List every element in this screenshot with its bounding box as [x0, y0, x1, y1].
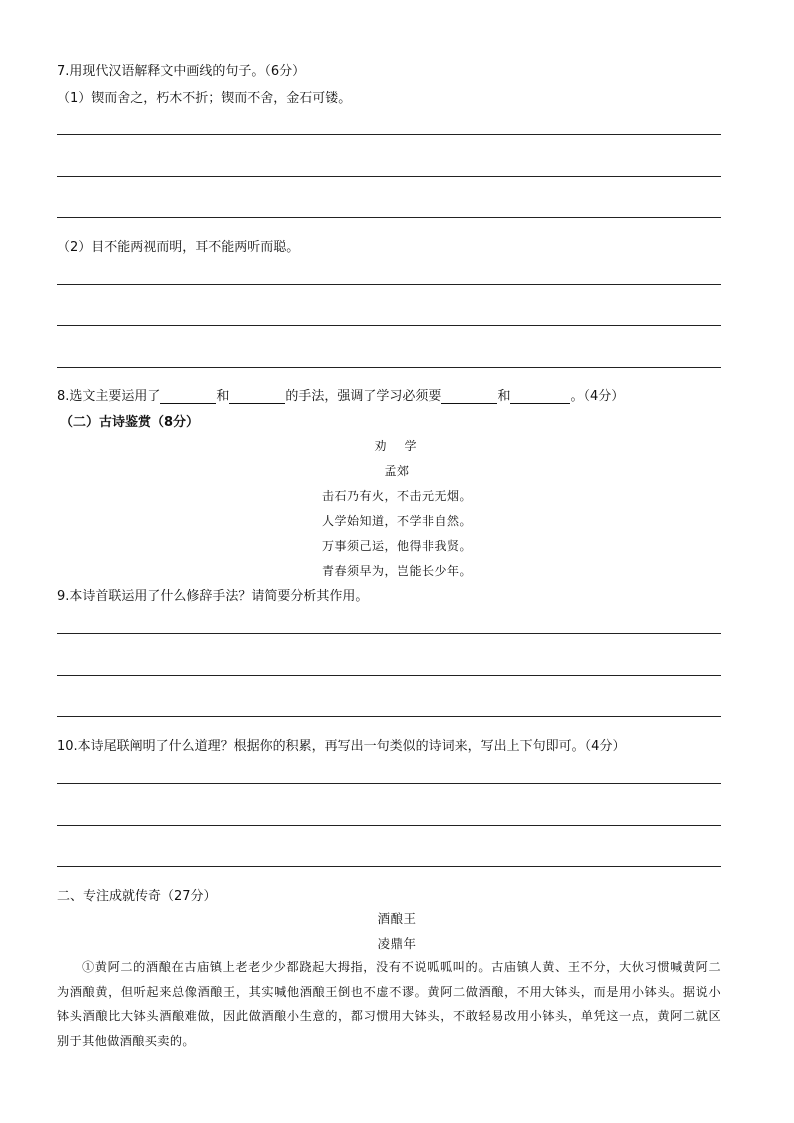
poem-line: 万事须己运，他得非我贤。: [321, 539, 472, 553]
poem-author: 孟郊: [384, 464, 410, 478]
story-author: 凌鼎年: [377, 936, 417, 951]
answer-line[interactable]: [57, 176, 721, 177]
q7-sub2: （2）目不能两视而明，耳不能两听而聪。: [57, 240, 300, 255]
story-title: 酒酿王: [377, 911, 417, 926]
q7-title: 7.用现代汉语解释文中画线的句子。（6分）: [57, 64, 306, 79]
section-heading-poem: （二）古诗鉴赏（8分）: [60, 415, 200, 430]
poem-line: 青春须早为，岂能长少年。: [321, 564, 472, 578]
q8-and-2: 和: [497, 389, 511, 404]
q8-and-1: 和: [216, 389, 230, 404]
fill-blank-2[interactable]: [229, 391, 285, 404]
q9-title: 9.本诗首联运用了什么修辞手法？请简要分析其作用。: [57, 589, 369, 604]
fill-blank-1[interactable]: [160, 391, 216, 404]
answer-line[interactable]: [57, 325, 721, 326]
poem-line: 人学始知道，不学非自然。: [321, 514, 472, 528]
answer-line[interactable]: [57, 783, 721, 784]
q10-title: 10.本诗尾联阐明了什么道理？根据你的积累，再写出一句类似的诗词来，写出上下句即可。（4分）: [57, 739, 626, 754]
answer-line[interactable]: [57, 716, 721, 717]
poem-line: 击石乃有火，不击元无烟。: [321, 489, 472, 503]
section-heading-2: 二、专注成就传奇（27分）: [57, 889, 217, 904]
poem-title: 劝 学: [374, 439, 420, 453]
answer-line[interactable]: [57, 367, 721, 368]
fill-blank-3[interactable]: [441, 391, 497, 404]
answer-line[interactable]: [57, 866, 721, 867]
answer-line[interactable]: [57, 217, 721, 218]
answer-line[interactable]: [57, 825, 721, 826]
answer-line[interactable]: [57, 284, 721, 285]
story-paragraph: ①黄阿二的酒酿在古庙镇上老老少少都跷起大拇指，没有不说呱呱叫的。古庙镇人黄、王不分，大伙习惯喊黄阿二为酒酿黄，但听起来总像酒酿王，其实喊他酒酿王倒也不虚不谬。黄阿二做酒酿，不用大钵头，而是用小钵头。据说小钵头酒酿比大钵头酒酿难做，因此做酒酿小生意的，都习惯用大钵头，不敢轻易改用小钵头，单凭这一点，黄阿二就区别于其他做酒酿买卖的。: [57, 960, 721, 1048]
q8-question: [57, 385, 624, 404]
q8-suffix: 。（4分）: [570, 389, 625, 404]
q8-mid: 的手法，强调了学习必须要: [285, 389, 442, 404]
q7-sub1: （1）锲而舍之，朽木不折；锲而不舍，金石可镂。: [57, 91, 352, 106]
answer-line[interactable]: [57, 633, 721, 634]
fill-blank-4[interactable]: [510, 391, 570, 404]
q8-prefix: 8.选文主要运用了: [57, 389, 161, 404]
answer-line[interactable]: [57, 134, 721, 135]
answer-line[interactable]: [57, 675, 721, 676]
